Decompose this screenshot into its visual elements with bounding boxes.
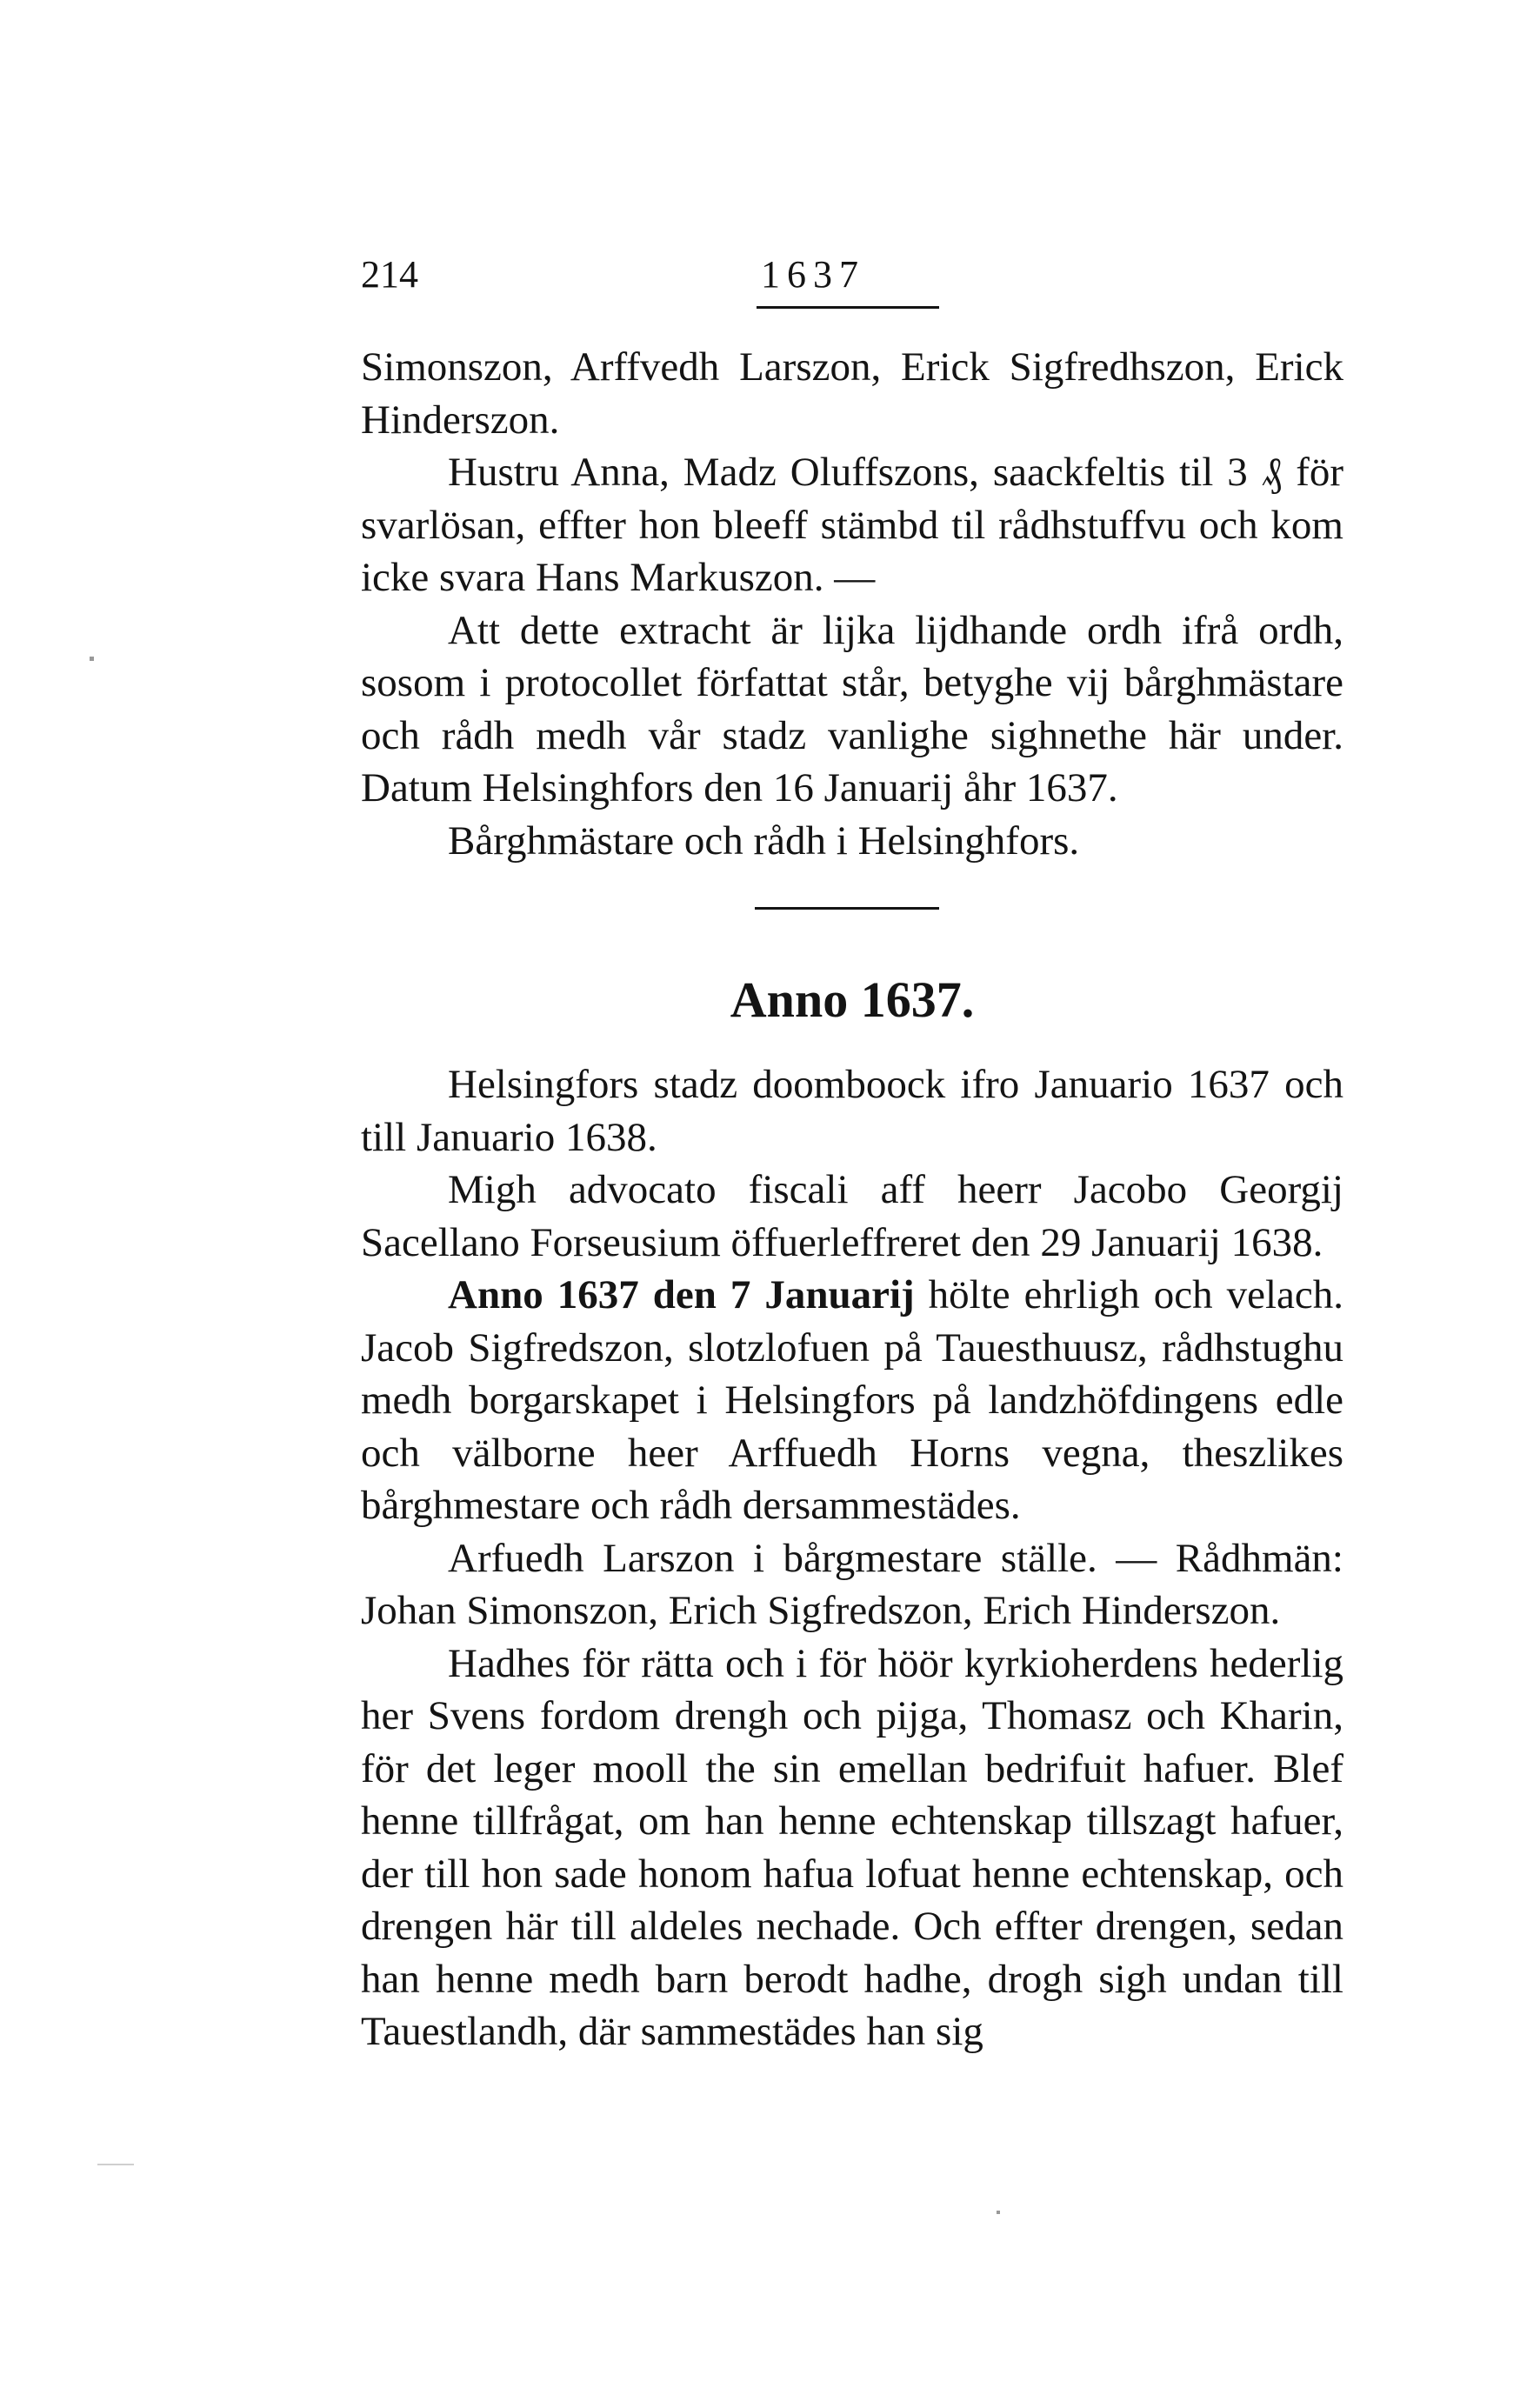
page-number: 214 <box>361 253 418 296</box>
second-text-block <box>361 1058 1343 2058</box>
scan-speck <box>997 2211 1000 2214</box>
paragraph-attestation: Att dette extracht är lijka lijdhande ordh ifrå ordh, sosom i protocollet författat står, betyghe vij bårghmästare och rådh medh vår stadz vanlighe sighnethe här under. Datum Helsinghfors den 16 Januarij åhr 1637. <box>361 607 1343 810</box>
paragraph-continuation: Simonszon, Arffvedh Larszon, Erick Sigfredhszon, Erick Hinderszon. <box>361 344 1343 443</box>
first-text-block <box>361 341 1343 867</box>
paragraph-doomboock: Helsingfors stadz doomboock ifro Januario 1637 och till Januario 1638. <box>361 1062 1343 1160</box>
scan-mark <box>97 2164 134 2165</box>
page-header <box>361 252 1343 304</box>
paragraph-hustru-anna: Hustru Anna, Madz Oluffszons, saackfeltis til 3 ₰ för svarlösan, effter hon bleeff stämbd til rådhstuffvu och kom icke svara Hans Markuszon. — <box>361 450 1343 600</box>
session-date: Anno 1637 den 7 Januarij <box>448 1272 915 1317</box>
section-title: Anno 1637. <box>730 971 975 1028</box>
paragraph-advocato: Migh advocato fiscali aff heerr Jacobo Georgij Sacellano Forseusium öffuerleffreret den 29 Januarij 1638. <box>361 1167 1343 1265</box>
scan-speck <box>90 657 94 661</box>
paragraph-signature: Bårghmästare och rådh i Helsinghfors. <box>448 817 1080 864</box>
section-divider <box>755 907 939 910</box>
running-head-year: 1637 <box>761 253 865 296</box>
paragraph-radhman: Arfuedh Larszon i bårgmestare ställe. — Rådhmän: Johan Simonszon, Erich Sigfredszon, Erich Hinderszon. <box>361 1535 1343 1633</box>
paragraph-case: Hadhes för rätta och i för höör kyrkioherdens hederlig her Svens fordom drengh och pijga, Thomasz och Kharin, för det leger mooll the sin emellan bedrifuit hafuer. Blef henne tillfrågat, om han henne echtenskap tillszagt hafuer, der till hon sade honom hafua lofuat henne echtenskap, och drengen här till aldeles nechade. Och effter drengen, sedan han henne medh barn berodt hadhe, drogh sigh undan till Tauestlandh, där sammestädes han sig <box>361 1640 1343 2054</box>
paragraph-court-session <box>361 1269 1343 1532</box>
header-rule <box>757 306 939 309</box>
session-text: hölte ehrligh och velach. Jacob Sigfredszon, slotzlofuen på Tauesthuusz, rådhstughu medh borgarskapet i Helsingfors på landzhöfdingens edle och välborne heer Arffuedh Horns vegna, theszlikes bårghmestare och rådh dersammestädes. <box>361 1272 1343 1528</box>
